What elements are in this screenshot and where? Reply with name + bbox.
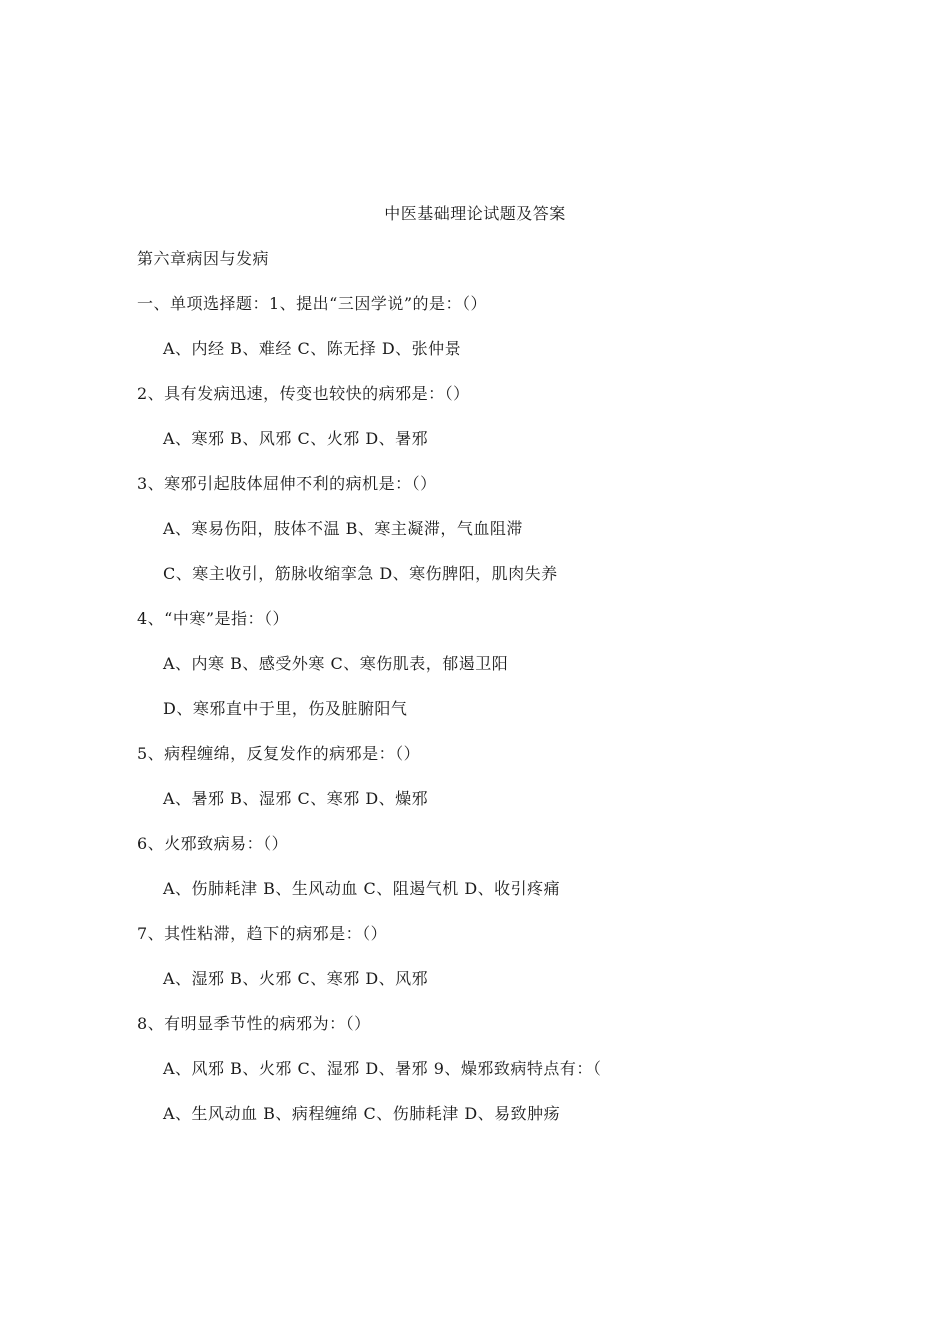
chapter-heading: 第六章病因与发病 — [137, 249, 270, 268]
question-2: 2、具有发病迅速，传变也较快的病邪是：（） — [137, 384, 470, 403]
question-6-options: A、伤肺耗津 B、生风动血 C、阻遏气机 D、收引疼痛 — [163, 879, 561, 898]
question-4-options-line-1: A、内寒 B、感受外寒 C、寒伤肌表，郁遏卫阳 — [163, 654, 509, 673]
question-9-options: A、生风动血 B、病程缠绵 C、伤肺耗津 D、易致肿疡 — [163, 1104, 561, 1123]
question-7: 7、其性粘滞，趋下的病邪是：（） — [137, 924, 388, 943]
question-1-options: A、内经 B、难经 C、陈无择 D、张仲景 — [163, 339, 462, 358]
question-3-options-line-1: A、寒易伤阳，肢体不温 B、寒主凝滞，气血阻滞 — [163, 519, 523, 538]
question-8-options-and-question-9: A、风邪 B、火邪 C、湿邪 D、暑邪 9、燥邪致病特点有：（ — [163, 1059, 602, 1078]
question-7-options: A、湿邪 B、火邪 C、寒邪 D、风邪 — [163, 969, 429, 988]
question-6: 6、火邪致病易：（） — [137, 834, 289, 853]
question-1: 一、单项选择题：1、提出“三因学说”的是：（） — [137, 294, 488, 313]
question-5: 5、病程缠绵，反复发作的病邪是：（） — [137, 744, 421, 763]
question-3: 3、寒邪引起肢体屈伸不利的病机是：（） — [137, 474, 437, 493]
question-4: 4、“中寒”是指：（） — [137, 609, 290, 628]
document-title: 中医基础理论试题及答案 — [384, 204, 566, 223]
question-2-options: A、寒邪 B、风邪 C、火邪 D、暑邪 — [163, 429, 429, 448]
question-3-options-line-2: C、寒主收引，筋脉收缩挛急 D、寒伤脾阳，肌肉失养 — [163, 564, 558, 583]
question-4-options-line-2: D、寒邪直中于里，伤及脏腑阳气 — [163, 699, 408, 718]
question-5-options: A、暑邪 B、湿邪 C、寒邪 D、燥邪 — [163, 789, 429, 808]
question-8: 8、有明显季节性的病邪为：（） — [137, 1014, 371, 1033]
